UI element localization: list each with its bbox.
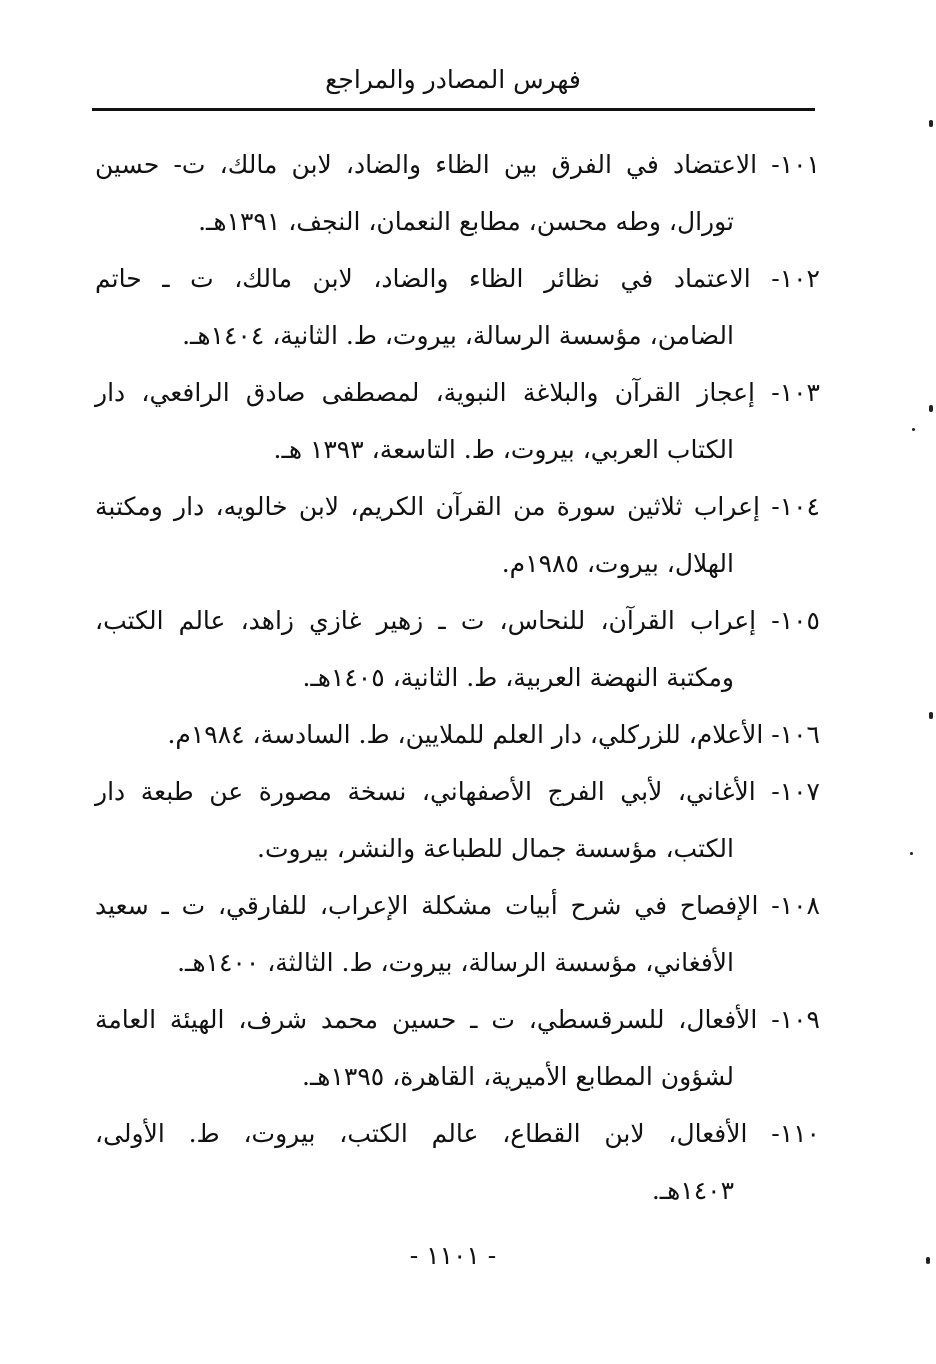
margin-speck bbox=[926, 1257, 930, 1264]
entry-continuation: ١٤٠٣هـ. bbox=[651, 1176, 734, 1205]
entry-continuation: الهلال، بيروت، ١٩٨٥م. bbox=[501, 549, 734, 578]
bibliography-list bbox=[95, 136, 820, 1219]
bibliography-entry-110 bbox=[95, 1105, 820, 1219]
bibliography-entry-109 bbox=[95, 991, 820, 1105]
entry-line: ١٠٧- الأغاني، لأبي الفرج الأصفهاني، نسخة مصورة عن طبعة دار bbox=[95, 777, 820, 806]
entry-line: ١٠٦- الأعلام، للزركلي، دار العلم للملايين، ط. السادسة، ١٩٨٤م. bbox=[167, 720, 820, 749]
entry-continuation: الأفغاني، مؤسسة الرسالة، بيروت، ط. الثالثة، ١٤٠٠هـ. bbox=[177, 948, 734, 977]
margin-speck bbox=[929, 120, 933, 127]
bibliography-entry-105 bbox=[95, 592, 820, 706]
entry-line: ١٠١- الاعتضاد في الفرق بين الظاء والضاد، لابن مالك، ت- حسين bbox=[95, 150, 820, 179]
bibliography-entry-106 bbox=[95, 706, 820, 763]
entry-line: ١٠٣- إعجاز القرآن والبلاغة النبوية، لمصطفى صادق الرافعي، دار bbox=[95, 378, 820, 407]
entry-continuation: ومكتبة النهضة العربية، ط. الثانية، ١٤٠٥هـ. bbox=[302, 663, 734, 692]
bibliography-entry-104 bbox=[95, 478, 820, 592]
margin-speck bbox=[929, 712, 933, 719]
entry-continuation: الكتاب العربي، بيروت، ط. التاسعة، ١٣٩٣ هـ. bbox=[273, 435, 734, 464]
page-number: - ١١٠١ - bbox=[409, 1241, 497, 1270]
entry-line: ١٠٢- الاعتماد في نظائر الظاء والضاد، لابن مالك، ت ـ حاتم bbox=[95, 264, 820, 293]
margin-speck bbox=[910, 852, 913, 855]
bibliography-entry-102 bbox=[95, 250, 820, 364]
entry-line: ١٠٤- إعراب ثلاثين سورة من القرآن الكريم، لابن خالويه، دار ومكتبة bbox=[95, 492, 820, 521]
bibliography-entry-107 bbox=[95, 763, 820, 877]
margin-speck bbox=[912, 428, 915, 431]
entry-continuation: لشؤون المطابع الأميرية، القاهرة، ١٣٩٥هـ. bbox=[302, 1062, 734, 1091]
bibliography-entry-108 bbox=[95, 877, 820, 991]
entry-continuation: تورال، وطه محسن، مطابع النعمان، النجف، ١٣٩١هـ. bbox=[198, 207, 734, 236]
header-divider bbox=[92, 108, 815, 111]
bibliography-entry-103 bbox=[95, 364, 820, 478]
entry-continuation: الضامن، مؤسسة الرسالة، بيروت، ط. الثانية، ١٤٠٤هـ. bbox=[182, 321, 734, 350]
entry-continuation: الكتب، مؤسسة جمال للطباعة والنشر، بيروت. bbox=[257, 834, 734, 863]
entry-line: ١٠٩- الأفعال، للسرقسطي، ت ـ حسين محمد شرف، الهيئة العامة bbox=[95, 1005, 820, 1034]
entry-line: ١١٠- الأفعال، لابن القطاع، عالم الكتب، بيروت، ط. الأولى، bbox=[95, 1119, 820, 1148]
page-header: فهرس المصادر والمراجع bbox=[325, 65, 581, 94]
margin-speck bbox=[929, 405, 933, 412]
entry-line: ١٠٨- الإفصاح في شرح أبيات مشكلة الإعراب، للفارقي، ت ـ سعيد bbox=[95, 891, 820, 920]
entry-line: ١٠٥- إعراب القرآن، للنحاس، ت ـ زهير غازي زاهد، عالم الكتب، bbox=[95, 606, 820, 635]
bibliography-entry-101 bbox=[95, 136, 820, 250]
